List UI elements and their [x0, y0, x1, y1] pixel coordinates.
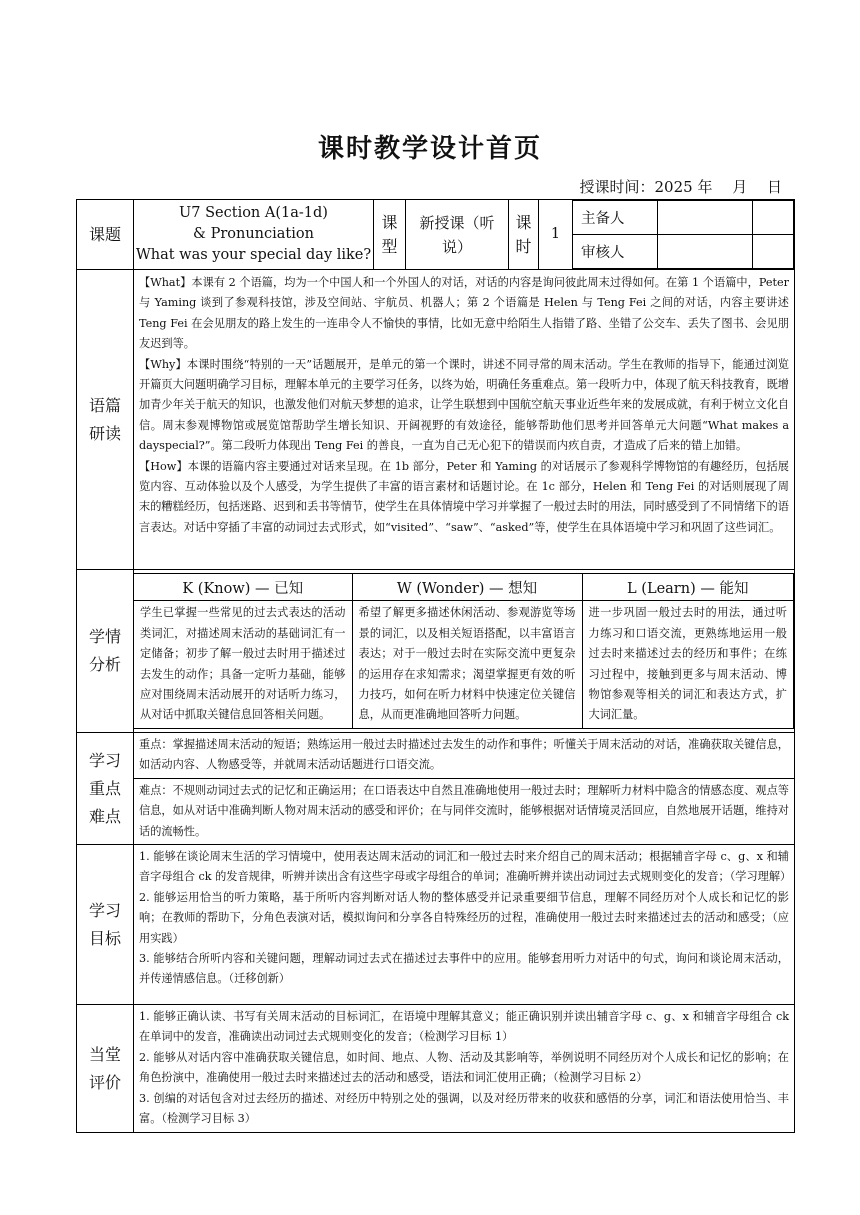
topic-line-3: What was your special day like? [135, 247, 372, 263]
objective-item-3: 3. 能够结合所听内容和关键问题，理解动词过去式在描述过去事件中的应用。能够套用听力对话中的句式，询问和谈论周末活动，并传递情感信息。（迁移创新） [139, 952, 789, 986]
text-study-content [134, 270, 795, 570]
wonder-header: W (Wonder) — 想知 [352, 574, 582, 601]
header-row [77, 200, 795, 270]
page-title: 课时教学设计首页 [317, 134, 542, 164]
preparer-label: 主备人 [573, 201, 657, 235]
key-difficulty-row [77, 778, 795, 844]
topic-line-2: & Pronunciation [193, 226, 314, 242]
objectives-row [77, 845, 795, 1005]
topic-value [134, 200, 374, 270]
evaluation-label: 当堂评价 [77, 1005, 134, 1133]
staff-table [573, 200, 794, 269]
text-study-row [77, 270, 795, 570]
learner-analysis-row [77, 570, 795, 733]
key-focus-row [77, 733, 795, 779]
know-header: K (Know) — 已知 [134, 574, 352, 601]
wonder-content: 希望了解更多描述休闲活动、参观游览等场景的词汇，以及相关短语搭配，以丰富语言表达；对于一般过去时在实际交流中更复杂的运用存在求知需求；渴望掌握更有效的听力技巧，如何在听力材料中快速定位关键信息，从而更准确地回答听力问题。 [352, 601, 582, 728]
text-study-label: 语篇研读 [77, 270, 134, 570]
type-label: 课型 [374, 200, 406, 270]
what-paragraph: 【What】本课有 2 个语篇，均为一个中国人和一个外国人的对话，对话的内容是询问彼此周末过得如何。在第 1 个语篇中，Peter 与 Yaming 谈到了参观科技馆，涉及空间站、宇航员、机器人；第 2 个语篇是 Helen 与 Teng Fei 之间的对话，内容主要讲述 Teng Fei 在会见朋友的路上发生的一连串令人不愉快的事情，比如无意中给陌生人指错了路、坐错了公交车、丢失了图书、会见朋友迟到等。 [139, 276, 789, 351]
why-paragraph: 【Why】本课时围绕“特别的一天”话题展开，是单元的第一个课时，讲述不同寻常的周末活动。学生在教师的指导下，能通过浏览开篇页大问题明确学习目标，理解本单元的主要学习任务，以终为始，明确任务重难点。第一段听力中，体现了航天科技教育，既增加青少年关于航天的知识，也激发他们对航天梦想的追求，让学生联想到中国航空航天事业近些年来的发展成就，有利于树立文化自信。周末参观博物馆或展览馆帮助学生增长知识、开阔视野的有效途径，能够帮助他们思考并回答单元大问题“What makes a dayspecial?”。第二段听力体现出 Teng Fei 的善良，一直为自己无心犯下的错误而内疚自责，才造成了后来的错上加错。 [139, 357, 789, 453]
lesson-design-table [76, 199, 795, 1133]
learner-analysis-label: 学情分析 [77, 570, 134, 733]
hours-value: 1 [539, 200, 573, 270]
kwl-table [134, 573, 794, 728]
know-content: 学生已掌握一些常见的过去式表达的活动类词汇，对描述周末活动的基础词汇有一定储备；初步了解一般过去时用于描述过去发生的动作；具备一定听力基础，能够应对围绕周末活动展开的对话听力练习，从对话中抓取关键信息回答相关问题。 [134, 601, 352, 728]
evaluation-row [77, 1005, 795, 1133]
topic-line-1: U7 Section A(1a-1d) [179, 205, 328, 221]
key-focus-content: 重点：掌握描述周末活动的短语；熟练运用一般过去时描述过去发生的动作和事件；听懂关于周末活动的对话，准确获取关键信息，如活动内容、人物感受等，并就周末活动话题进行口语交流。 [134, 733, 795, 779]
how-paragraph: 【How】本课的语篇内容主要通过对话来呈现。在 1b 部分，Peter 和 Yaming 的对话展示了参观科学博物馆的有趣经历，包括展览内容、互动体验以及个人感受，为学生提供了丰富的语言素材和话题讨论。在 1c 部分，Helen 和 Teng Fei 的对话则展现了周末的糟糕经历，包括迷路、迟到和丢书等情节，使学生在具体情境中学习并掌握了一般过去时的用法，同时感受到了不同情绪下的语言表达。对话中穿插了丰富的动词过去式形式，如“visited”、“saw”、“asked”等，使学生在具体语境中学习和巩固了这些词汇。 [139, 459, 789, 534]
objective-item-1: 1. 能够在谈论周末生活的学习情境中，使用表达周末活动的词汇和一般过去时来介绍自己的周末活动；根据辅音字母 c、g、x 和辅音字母组合 ck 的发音规律，听辨并读出含有这些字母或字母组合的单词；准确听辨并读出动词过去式规则变化的发音；（学习理解） [139, 850, 792, 884]
teaching-date: 授课时间：2025 年 月 日 [579, 178, 782, 196]
objective-item-2: 2. 能够运用恰当的听力策略，基于所听内容判断对话人物的整体感受并记录重要细节信息，理解不同经历对个人成长和记忆的影响；在教师的帮助下，分角色表演对话，模拟询问和分享各自特殊经历的过程，准确使用一般过去时来描述过去的活动和感受；（应用实践） [139, 890, 789, 945]
evaluation-item-1: 1. 能够正确认读、书写有关周末活动的目标词汇，在语境中理解其意义；能正确识别并读出辅音字母 c、g、x 和辅音字母组合 ck 在单词中的发音，准确读出动词过去式规则变化的发音；（检测学习目标 1） [139, 1010, 789, 1044]
evaluation-content [134, 1005, 795, 1133]
objectives-label: 学习目标 [77, 845, 134, 1005]
learn-header: L (Learn) — 能知 [582, 574, 794, 601]
key-points-label: 学习重点难点 [77, 733, 134, 845]
objectives-content [134, 845, 795, 1005]
hours-label: 课时 [509, 200, 539, 270]
reviewer-value [657, 235, 752, 269]
key-difficulty-content: 难点：不规则动词过去式的记忆和正确运用；在口语表达中自然且准确地使用一般过去时；理解听力材料中隐含的情感态度、观点等信息，如从对话中准确判断人物对周末活动的感受和评价；在与同伴交流时，能够根据对话情境灵活回应，自然地展开话题，维持对话的流畅性。 [134, 778, 795, 844]
learn-content: 进一步巩固一般过去时的用法，通过听力练习和口语交流，更熟练地运用一般过去时来描述过去的经历和事件；在练习过程中，接触到更多与周末活动、博物馆参观等相关的词汇和表达方式，扩大词汇量。 [582, 601, 794, 728]
evaluation-item-2: 2. 能够从对话内容中准确获取关键信息，如时间、地点、人物、活动及其影响等，举例说明不同经历对个人成长和记忆的影响；在角色扮演中，准确使用一般过去时来描述过去的活动和感受，语法和词汇使用正确；（检测学习目标 2） [139, 1050, 789, 1085]
reviewer-label: 审核人 [573, 235, 657, 269]
evaluation-item-3: 3. 创编的对话包含对过去经历的描述、对经历中特别之处的强调，以及对经历带来的收获和感悟的分享，词汇和语法使用恰当、丰富。（检测学习目标 3） [139, 1091, 789, 1126]
topic-label: 课题 [77, 200, 134, 270]
preparer-value [657, 201, 752, 235]
type-value: 新授课（听说） [406, 200, 509, 270]
